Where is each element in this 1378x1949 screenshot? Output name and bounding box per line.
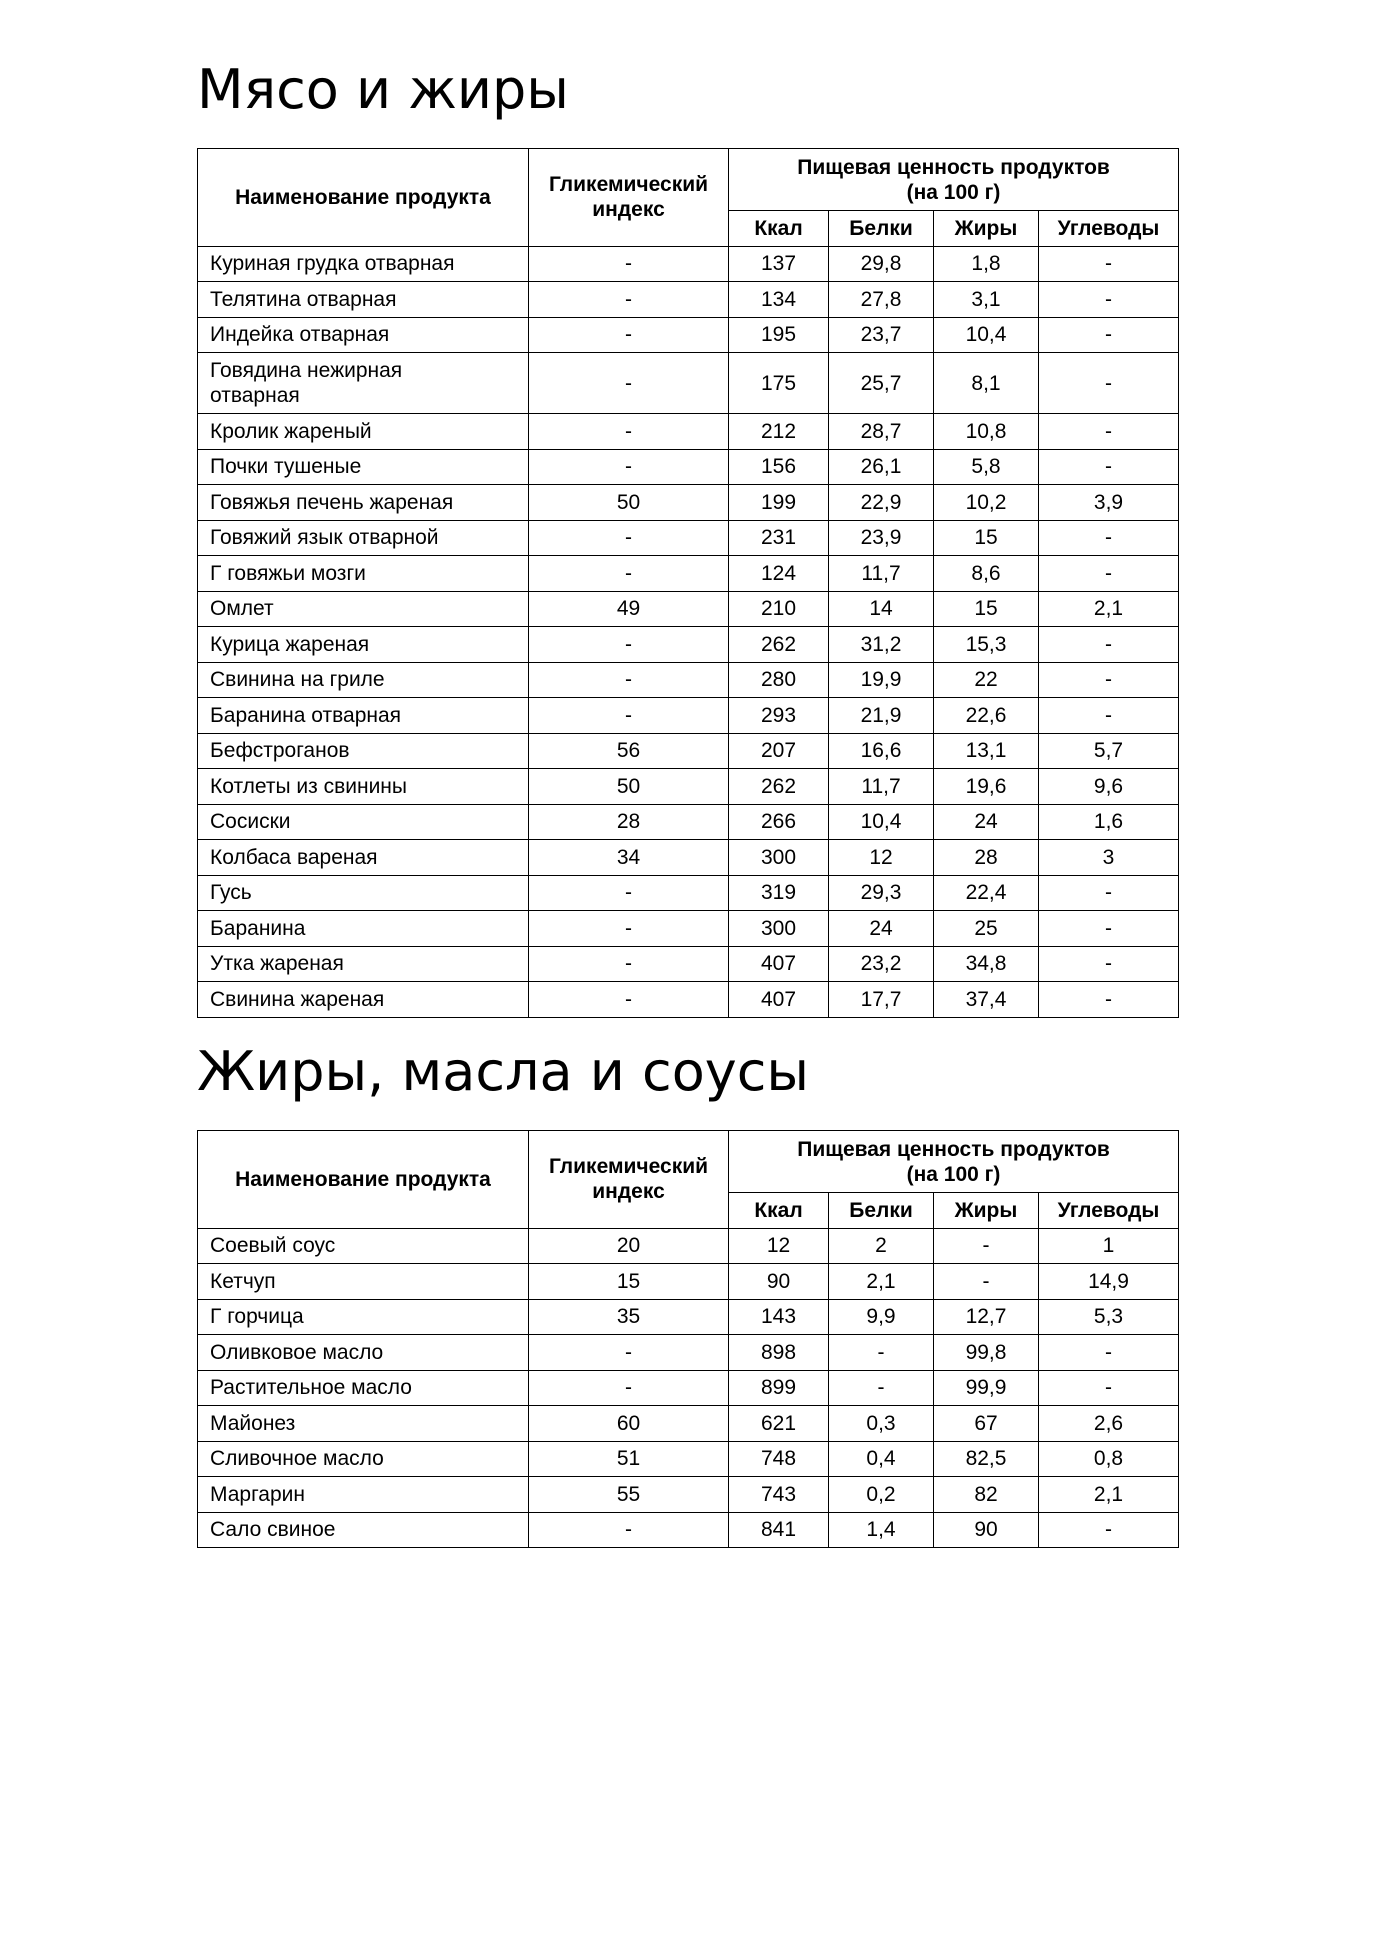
cell-protein: 21,9 xyxy=(829,698,934,734)
cell-product-name xyxy=(198,627,529,663)
table-row xyxy=(198,804,1179,840)
cell-kcal: 175 xyxy=(729,353,829,414)
cell-carbs: - xyxy=(1039,1370,1179,1406)
cell-product-name xyxy=(198,1228,529,1264)
cell-protein: 10,4 xyxy=(829,804,934,840)
cell-gi: - xyxy=(529,875,729,911)
cell-carbs: 2,6 xyxy=(1039,1406,1179,1442)
cell-kcal: 207 xyxy=(729,733,829,769)
cell-protein: 12 xyxy=(829,840,934,876)
cell-gi: 50 xyxy=(529,485,729,521)
product-name-line1: Куриная грудка отварная xyxy=(210,252,455,276)
column-header-protein: Белки xyxy=(829,1193,934,1229)
product-name-line1: Г горчица xyxy=(210,1305,304,1329)
cell-carbs: 5,7 xyxy=(1039,733,1179,769)
column-header-gi-line1: Гликемический xyxy=(548,173,709,197)
cell-protein: 26,1 xyxy=(829,449,934,485)
cell-gi: 60 xyxy=(529,1406,729,1442)
cell-protein: 31,2 xyxy=(829,627,934,663)
table-row xyxy=(198,840,1179,876)
cell-product-name xyxy=(198,317,529,353)
cell-gi: - xyxy=(529,1512,729,1548)
cell-product-name xyxy=(198,520,529,556)
cell-gi: - xyxy=(529,1370,729,1406)
cell-carbs: - xyxy=(1039,282,1179,318)
cell-protein: 27,8 xyxy=(829,282,934,318)
table-row xyxy=(198,1441,1179,1477)
cell-gi: 56 xyxy=(529,733,729,769)
product-name-line1: Кетчуп xyxy=(210,1269,276,1293)
cell-fat: 1,8 xyxy=(934,246,1039,282)
cell-carbs: - xyxy=(1039,982,1179,1018)
cell-protein: 22,9 xyxy=(829,485,934,521)
cell-kcal: 407 xyxy=(729,946,829,982)
nutrition-table-fats xyxy=(197,1130,1179,1548)
cell-product-name xyxy=(198,353,529,414)
product-name-line1: Утка жареная xyxy=(210,952,344,976)
cell-product-name xyxy=(198,449,529,485)
cell-gi: 51 xyxy=(529,1441,729,1477)
product-name-line1: Телятина отварная xyxy=(210,287,397,311)
column-header-carbs: Углеводы xyxy=(1039,1193,1179,1229)
cell-gi: - xyxy=(529,317,729,353)
cell-fat: - xyxy=(934,1228,1039,1264)
cell-carbs: - xyxy=(1039,449,1179,485)
cell-protein: 29,3 xyxy=(829,875,934,911)
cell-fat: 37,4 xyxy=(934,982,1039,1018)
cell-product-name xyxy=(198,982,529,1018)
cell-gi: - xyxy=(529,662,729,698)
product-name-line1: Говяжья печень жареная xyxy=(210,490,454,514)
cell-carbs: 0,8 xyxy=(1039,1441,1179,1477)
cell-fat: 24 xyxy=(934,804,1039,840)
product-name-line1: Свинина на гриле xyxy=(210,668,385,692)
cell-product-name xyxy=(198,485,529,521)
cell-product-name xyxy=(198,804,529,840)
product-name-line1: Свинина жареная xyxy=(210,987,385,1011)
cell-carbs: 1,6 xyxy=(1039,804,1179,840)
column-header-nutrition-line2: (на 100 г) xyxy=(906,1162,1001,1186)
cell-fat: 22,4 xyxy=(934,875,1039,911)
product-name-line1: Оливковое масло xyxy=(210,1340,384,1364)
product-name-line1: Баранина xyxy=(210,916,306,940)
table-row xyxy=(198,246,1179,282)
cell-kcal: 319 xyxy=(729,875,829,911)
cell-carbs: 2,1 xyxy=(1039,591,1179,627)
product-name-line1: Баранина отварная xyxy=(210,703,402,727)
table-row xyxy=(198,449,1179,485)
cell-carbs: 3 xyxy=(1039,840,1179,876)
cell-gi: - xyxy=(529,556,729,592)
column-header-gi-line1: Гликемический xyxy=(548,1155,709,1179)
cell-protein: 1,4 xyxy=(829,1512,934,1548)
cell-kcal: 266 xyxy=(729,804,829,840)
cell-carbs: - xyxy=(1039,353,1179,414)
cell-gi: - xyxy=(529,246,729,282)
cell-fat: 90 xyxy=(934,1512,1039,1548)
table-row xyxy=(198,1512,1179,1548)
cell-gi: - xyxy=(529,946,729,982)
cell-carbs: 14,9 xyxy=(1039,1264,1179,1300)
cell-fat: 99,9 xyxy=(934,1370,1039,1406)
product-name-line1: Сливочное масло xyxy=(210,1447,384,1471)
table-row xyxy=(198,946,1179,982)
cell-kcal: 210 xyxy=(729,591,829,627)
cell-carbs: - xyxy=(1039,246,1179,282)
table-row xyxy=(198,414,1179,450)
table-row xyxy=(198,591,1179,627)
cell-gi: - xyxy=(529,449,729,485)
product-name-line1: Котлеты из свинины xyxy=(210,774,407,798)
cell-kcal: 199 xyxy=(729,485,829,521)
cell-product-name xyxy=(198,875,529,911)
cell-carbs: - xyxy=(1039,911,1179,947)
cell-gi: - xyxy=(529,282,729,318)
nutrition-table-meat xyxy=(197,148,1179,1018)
column-header-name: Наименование продукта xyxy=(198,1131,529,1229)
product-name-line1: Колбаса вареная xyxy=(210,845,378,869)
product-name-line1: Маргарин xyxy=(210,1482,305,1506)
cell-product-name xyxy=(198,946,529,982)
cell-kcal: 899 xyxy=(729,1370,829,1406)
cell-kcal: 143 xyxy=(729,1299,829,1335)
cell-product-name xyxy=(198,1477,529,1513)
cell-fat: 82,5 xyxy=(934,1441,1039,1477)
column-header-nutrition xyxy=(729,1131,1179,1193)
product-name-line2: отварная xyxy=(210,384,300,407)
cell-carbs: - xyxy=(1039,556,1179,592)
cell-fat: 5,8 xyxy=(934,449,1039,485)
cell-gi: 15 xyxy=(529,1264,729,1300)
section-title-meat: Мясо и жиры xyxy=(197,58,569,121)
cell-product-name xyxy=(198,911,529,947)
cell-protein: 0,2 xyxy=(829,1477,934,1513)
cell-fat: 28 xyxy=(934,840,1039,876)
table-body xyxy=(198,246,1179,1017)
cell-protein: 29,8 xyxy=(829,246,934,282)
cell-fat: 10,8 xyxy=(934,414,1039,450)
cell-fat: 12,7 xyxy=(934,1299,1039,1335)
section-title-fats: Жиры, масла и соусы xyxy=(197,1040,810,1103)
cell-fat: 8,1 xyxy=(934,353,1039,414)
column-header-gi xyxy=(529,149,729,247)
product-name-line1: Почки тушеные xyxy=(210,455,362,479)
table-row xyxy=(198,282,1179,318)
cell-fat: 19,6 xyxy=(934,769,1039,805)
cell-fat: 15 xyxy=(934,591,1039,627)
cell-gi: 35 xyxy=(529,1299,729,1335)
cell-fat: 10,4 xyxy=(934,317,1039,353)
cell-kcal: 300 xyxy=(729,840,829,876)
cell-carbs: - xyxy=(1039,662,1179,698)
cell-protein: 11,7 xyxy=(829,769,934,805)
table-row xyxy=(198,627,1179,663)
cell-protein: 2,1 xyxy=(829,1264,934,1300)
table-row xyxy=(198,733,1179,769)
cell-kcal: 262 xyxy=(729,769,829,805)
cell-product-name xyxy=(198,246,529,282)
table-row xyxy=(198,875,1179,911)
column-header-nutrition-line1: Пищевая ценность продуктов xyxy=(797,1137,1110,1161)
cell-kcal: 137 xyxy=(729,246,829,282)
cell-gi: 28 xyxy=(529,804,729,840)
product-name-line1: Растительное масло xyxy=(210,1376,412,1400)
cell-fat: 8,6 xyxy=(934,556,1039,592)
cell-protein: 9,9 xyxy=(829,1299,934,1335)
product-name-line1: Говядина нежирная xyxy=(210,359,403,382)
cell-product-name xyxy=(198,1406,529,1442)
product-name-line1: Г говяжьи мозги xyxy=(210,561,366,585)
cell-gi: - xyxy=(529,627,729,663)
table-row xyxy=(198,911,1179,947)
column-header-nutrition-line2: (на 100 г) xyxy=(906,180,1001,204)
table-row xyxy=(198,982,1179,1018)
cell-fat: 15,3 xyxy=(934,627,1039,663)
cell-product-name xyxy=(198,1264,529,1300)
cell-fat: - xyxy=(934,1264,1039,1300)
cell-carbs: 3,9 xyxy=(1039,485,1179,521)
cell-protein: 0,4 xyxy=(829,1441,934,1477)
column-header-nutrition-line1: Пищевая ценность продуктов xyxy=(797,155,1110,179)
cell-carbs: 2,1 xyxy=(1039,1477,1179,1513)
cell-protein: 0,3 xyxy=(829,1406,934,1442)
cell-fat: 34,8 xyxy=(934,946,1039,982)
cell-kcal: 231 xyxy=(729,520,829,556)
cell-fat: 13,1 xyxy=(934,733,1039,769)
cell-protein: 11,7 xyxy=(829,556,934,592)
column-header-carbs: Углеводы xyxy=(1039,211,1179,247)
table-row xyxy=(198,520,1179,556)
cell-product-name xyxy=(198,1335,529,1371)
column-header-gi-line2: индекс xyxy=(592,1180,665,1204)
table-row xyxy=(198,1370,1179,1406)
column-header-protein: Белки xyxy=(829,211,934,247)
cell-gi: 50 xyxy=(529,769,729,805)
cell-fat: 15 xyxy=(934,520,1039,556)
cell-gi: 49 xyxy=(529,591,729,627)
cell-gi: 55 xyxy=(529,1477,729,1513)
cell-product-name xyxy=(198,1441,529,1477)
table-row xyxy=(198,353,1179,414)
cell-carbs: 5,3 xyxy=(1039,1299,1179,1335)
table-row xyxy=(198,1406,1179,1442)
cell-kcal: 134 xyxy=(729,282,829,318)
cell-kcal: 621 xyxy=(729,1406,829,1442)
cell-carbs: - xyxy=(1039,1335,1179,1371)
cell-carbs: - xyxy=(1039,698,1179,734)
cell-kcal: 300 xyxy=(729,911,829,947)
cell-protein: 24 xyxy=(829,911,934,947)
table-row xyxy=(198,769,1179,805)
cell-kcal: 293 xyxy=(729,698,829,734)
cell-protein: 2 xyxy=(829,1228,934,1264)
cell-protein: 25,7 xyxy=(829,353,934,414)
cell-gi: - xyxy=(529,1335,729,1371)
cell-product-name xyxy=(198,662,529,698)
table-row xyxy=(198,1299,1179,1335)
cell-protein: 16,6 xyxy=(829,733,934,769)
table-row xyxy=(198,1228,1179,1264)
table-row xyxy=(198,556,1179,592)
cell-carbs: - xyxy=(1039,875,1179,911)
cell-carbs: 1 xyxy=(1039,1228,1179,1264)
product-name-line1: Сосиски xyxy=(210,810,291,834)
cell-carbs: - xyxy=(1039,520,1179,556)
cell-kcal: 262 xyxy=(729,627,829,663)
cell-product-name xyxy=(198,733,529,769)
cell-protein: - xyxy=(829,1335,934,1371)
cell-protein: 23,2 xyxy=(829,946,934,982)
table-row xyxy=(198,485,1179,521)
table-row xyxy=(198,662,1179,698)
cell-protein: 14 xyxy=(829,591,934,627)
cell-carbs: - xyxy=(1039,1512,1179,1548)
table-row xyxy=(198,698,1179,734)
product-name-line1: Гусь xyxy=(210,881,252,905)
cell-fat: 22,6 xyxy=(934,698,1039,734)
cell-product-name xyxy=(198,1299,529,1335)
cell-protein: 23,7 xyxy=(829,317,934,353)
table-row xyxy=(198,317,1179,353)
product-name-line1: Сало свиное xyxy=(210,1518,336,1542)
cell-fat: 99,8 xyxy=(934,1335,1039,1371)
column-header-name: Наименование продукта xyxy=(198,149,529,247)
cell-kcal: 90 xyxy=(729,1264,829,1300)
cell-kcal: 748 xyxy=(729,1441,829,1477)
cell-protein: - xyxy=(829,1370,934,1406)
cell-kcal: 898 xyxy=(729,1335,829,1371)
product-name-line1: Омлет xyxy=(210,597,274,621)
product-name-line1: Индейка отварная xyxy=(210,323,390,347)
cell-kcal: 156 xyxy=(729,449,829,485)
column-header-gi xyxy=(529,1131,729,1229)
cell-gi: 20 xyxy=(529,1228,729,1264)
column-header-fat: Жиры xyxy=(934,211,1039,247)
cell-carbs: - xyxy=(1039,627,1179,663)
cell-product-name xyxy=(198,282,529,318)
table-row xyxy=(198,1477,1179,1513)
column-header-kcal: Ккал xyxy=(729,1193,829,1229)
cell-fat: 22 xyxy=(934,662,1039,698)
cell-gi: - xyxy=(529,911,729,947)
cell-kcal: 12 xyxy=(729,1228,829,1264)
cell-gi: - xyxy=(529,982,729,1018)
cell-carbs: - xyxy=(1039,414,1179,450)
cell-fat: 10,2 xyxy=(934,485,1039,521)
cell-product-name xyxy=(198,698,529,734)
cell-kcal: 407 xyxy=(729,982,829,1018)
product-name-line1: Говяжий язык отварной xyxy=(210,526,439,550)
cell-protein: 23,9 xyxy=(829,520,934,556)
column-header-kcal: Ккал xyxy=(729,211,829,247)
cell-fat: 3,1 xyxy=(934,282,1039,318)
cell-gi: - xyxy=(529,414,729,450)
cell-product-name xyxy=(198,414,529,450)
cell-product-name xyxy=(198,840,529,876)
column-header-nutrition xyxy=(729,149,1179,211)
cell-product-name xyxy=(198,769,529,805)
cell-kcal: 841 xyxy=(729,1512,829,1548)
cell-protein: 28,7 xyxy=(829,414,934,450)
cell-fat: 67 xyxy=(934,1406,1039,1442)
cell-product-name xyxy=(198,1370,529,1406)
table-body xyxy=(198,1228,1179,1548)
cell-product-name xyxy=(198,556,529,592)
cell-kcal: 212 xyxy=(729,414,829,450)
cell-gi: - xyxy=(529,520,729,556)
cell-fat: 82 xyxy=(934,1477,1039,1513)
cell-product-name xyxy=(198,1512,529,1548)
column-header-gi-line2: индекс xyxy=(592,198,665,222)
cell-gi: - xyxy=(529,353,729,414)
product-name-line1: Кролик жареный xyxy=(210,419,372,443)
cell-kcal: 195 xyxy=(729,317,829,353)
cell-carbs: - xyxy=(1039,317,1179,353)
cell-protein: 19,9 xyxy=(829,662,934,698)
product-name-line1: Майонез xyxy=(210,1411,296,1435)
cell-gi: - xyxy=(529,698,729,734)
cell-product-name xyxy=(198,591,529,627)
column-header-fat: Жиры xyxy=(934,1193,1039,1229)
cell-gi: 34 xyxy=(529,840,729,876)
cell-kcal: 124 xyxy=(729,556,829,592)
cell-fat: 25 xyxy=(934,911,1039,947)
table-row xyxy=(198,1335,1179,1371)
table-row xyxy=(198,1264,1179,1300)
product-name-line1: Бефстроганов xyxy=(210,739,350,763)
cell-kcal: 280 xyxy=(729,662,829,698)
cell-carbs: - xyxy=(1039,946,1179,982)
product-name-line1: Курица жареная xyxy=(210,632,370,656)
product-name-line1: Соевый соус xyxy=(210,1234,336,1258)
cell-kcal: 743 xyxy=(729,1477,829,1513)
cell-carbs: 9,6 xyxy=(1039,769,1179,805)
cell-protein: 17,7 xyxy=(829,982,934,1018)
